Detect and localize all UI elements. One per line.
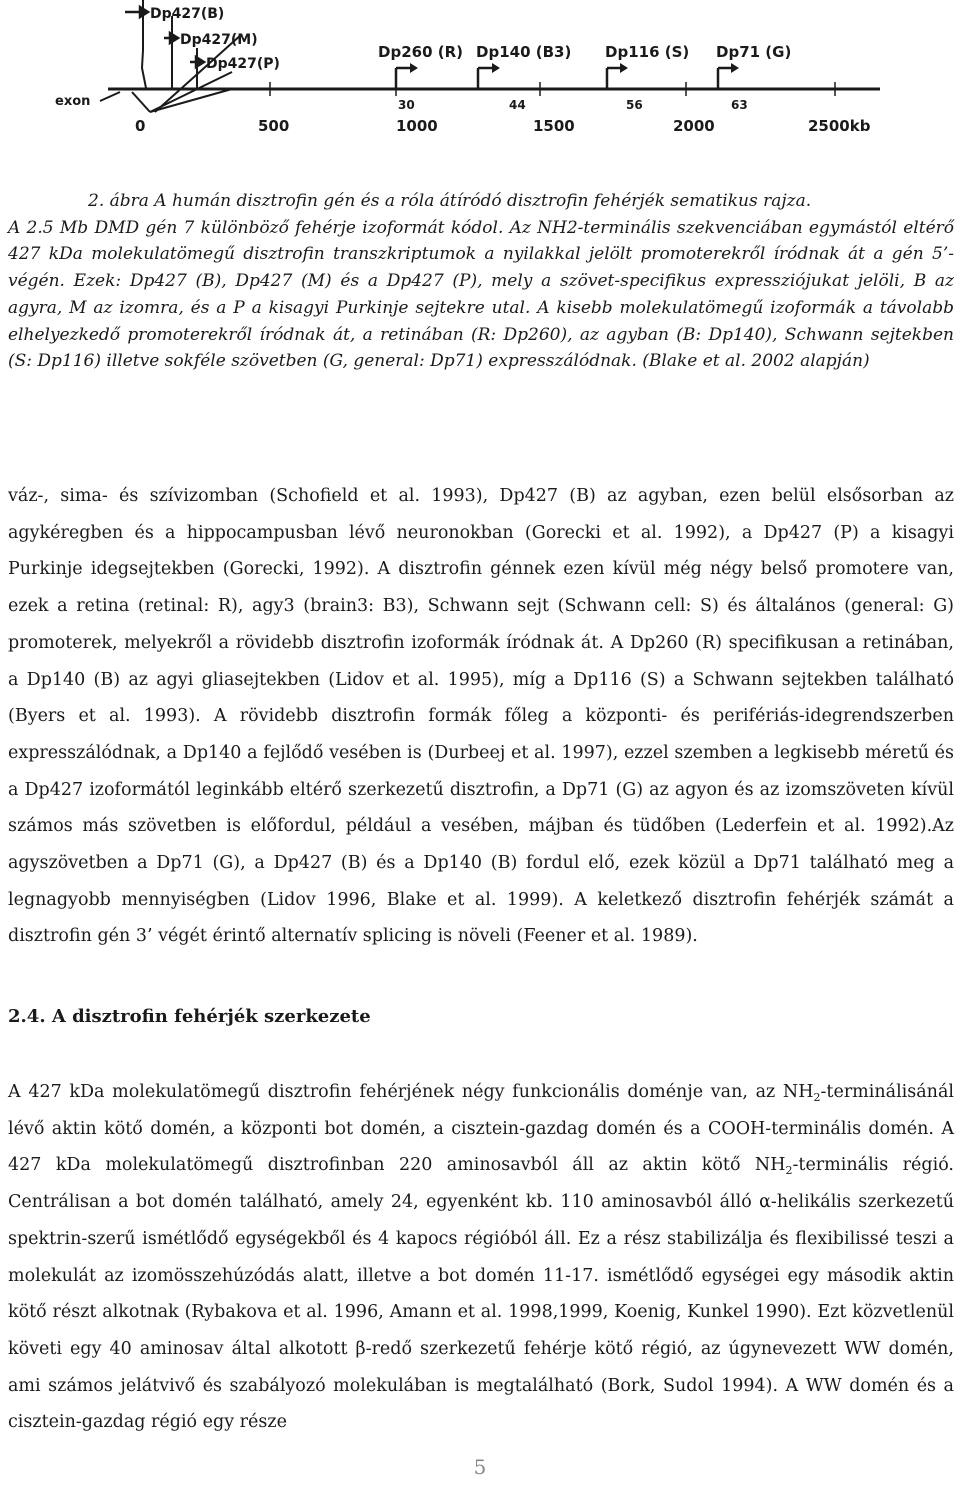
body-paragraph-2 — [8, 1074, 954, 1441]
para2-part-b: -terminálisánál lévő aktin kötő domén, a központi bot domén, a cisztein-gazdag domén és a COOH-terminális domén. A 427 kDa molekulatömegű disztrofinban 220 aminosavból áll az aktin kötő NH — [8, 1082, 954, 1176]
dp427m-label: Dp427(M) — [180, 32, 258, 48]
dp116-label: Dp116 (S) — [605, 43, 690, 61]
section-heading: 2.4. A disztrofin fehérjék szerkezete — [8, 1006, 371, 1027]
tick-0-label: 0 — [135, 117, 146, 135]
dp260-label: Dp260 (R) — [378, 43, 463, 61]
dp71-exon: 63 — [731, 98, 748, 112]
page-number: 5 — [473, 1455, 487, 1479]
subscript-2a: 2 — [813, 1091, 821, 1104]
body-paragraph-1: váz-, sima- és szívizomban (Schofield et al. 1993), Dp427 (B) az agyban, ezen belül elsősorban az agykéregben és a hippocampusban lévő neuronokban (Gorecki et al. 1992), a Dp427 (P) a kisagyi Purkinje idegsejtekben (Gorecki, 1992). A disztrofin génnek ezen kívül még négy belső promotere van, ezek a retina (retinal: R), agy3 (brain3: B3), Schwann sejt (Schwann cell: S) és általános (general: G) promoterek, melyekről a rövidebb disztrofin izoformák íródnak át. A Dp260 (R) specifikusan a retinában, a Dp140 (B) az agyi gliasejtekben (Lidov et al. 1995), míg a Dp116 (S) a Schwann sejtekben található (Byers et al. 1993). A rövidebb disztrofin formák főleg a központi- és perifériás-idegrendszerben expresszálódnak, a Dp140 a fejlődő vesében is (Durbeej et al. 1997), ezzel szemben a legkisebb méretű és a Dp427 izoformától leginkább eltérő szerkezetű disztrofin, a Dp71 (G) az agyon és az izomszöveten kívül számos más szövetben is előfordul, például a vesében, májban és tüdőben (Lederfein et al. 1992).Az agyszövetben a Dp71 (G), a Dp427 (B) és a Dp140 (B) fordul elő, ezek közül a Dp71 található meg a legnagyobb mennyiségben (Lidov 1996, Blake et al. 1999). A keletkező disztrofin fehérjék számát a disztrofin gén 3’ végét érintő alternatív splicing is növeli (Feener et al. 1989). — [8, 486, 954, 947]
dystrophin-gene-diagram — [0, 0, 960, 150]
caption-text: A 2.5 Mb DMD gén 7 különböző fehérje izoformát kódol. Az NH2-terminális szekvenciában egymástól eltérő 427 kDa molekulatömegű disztrofin transzkriptumok a nyilakkal jelölt promoterekről íródnak át a gén 5’-végén. Ezek: Dp427 (B), Dp427 (M) és a Dp427 (P), mely a szövet-specifikus expressziójukat jelöli, B az agyra, M az izomra, és a P a kisagyi Purkinje sejtekre utal. A kisebb molekulatömegű izoformák a távolabb elhelyezkedő promoterekről íródnak át, a retinában (R: Dp260), az agyban (B: Dp140), Schwann sejtekben (S: Dp116) illetve sokféle szövetben (G, general: Dp71) expresszálódnak. (Blake et al. 2002 alapján) — [8, 217, 954, 372]
caption-title: 2. ábra A humán disztrofin gén és a róla átíródó disztrofin fehérjék sematikus rajza. — [88, 191, 812, 211]
dp140-exon: 44 — [509, 98, 526, 112]
exon-label: exon — [55, 94, 91, 109]
dp427b-label: Dp427(B) — [150, 6, 225, 22]
dp427p-label: Dp427(P) — [206, 56, 280, 72]
dp140-kb: 1500 — [533, 117, 575, 135]
dp116-exon: 56 — [626, 98, 643, 112]
para2-part-a: A 427 kDa molekulatömegű disztrofin fehérjének négy funkcionális doménje van, az NH — [8, 1082, 814, 1102]
dp71-label: Dp71 (G) — [716, 43, 792, 61]
subscript-2b: 2 — [785, 1164, 793, 1178]
dp260-kb: 1000 — [396, 117, 438, 135]
dp140-label: Dp140 (B3) — [476, 43, 572, 61]
dp116-kb: 2000 — [673, 117, 715, 135]
dp71-kb: 2500kb — [808, 117, 871, 135]
figure-caption — [8, 188, 954, 375]
tick-500-label: 500 — [258, 117, 290, 135]
dp260-exon: 30 — [398, 98, 415, 112]
exon-connector-line — [100, 92, 120, 101]
para2-part-c: -terminális régió. Centrálisan a bot domén található, amely 24, egyenként kb. 110 aminosavból álló α-helikális szerkezetű spektrin-szerű ismétlődő egységekből és 4 kapocs régióból áll. Ez a rész stabilizálja és flexibilissé teszi a molekulát az izomösszehúzódás alatt, illetve a bot domén 11-17. ismétlődő egységei egy második aktin kötő részt alkotnak (Rybakova et al. 1996, Amann et al. 1998,1999, Koenig, Kunkel 1990). Ezt közvetlenül követi egy 40 aminosav által alkotott β-redő szerkezetű fehérje kötő régió, az úgynevezett WW domén, ami számos jelátvivő és szabályozó molekulában is megtalálható (Bork, Sudol 1994). A WW domén és a cisztein-gazdag régió egy része — [8, 1155, 954, 1433]
